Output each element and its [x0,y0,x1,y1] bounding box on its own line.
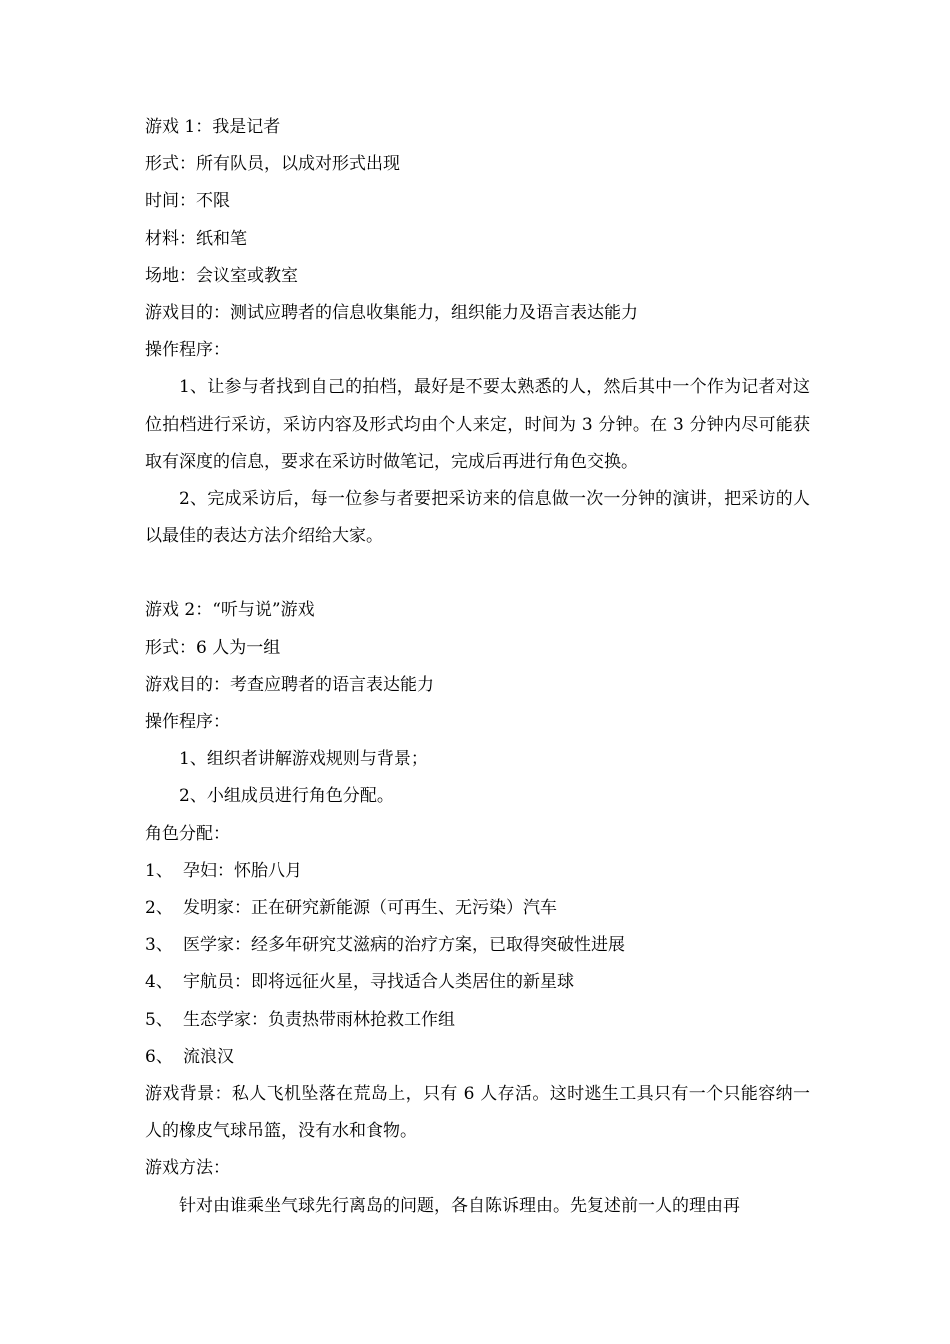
game2-background: 游戏背景：私人飞机坠落在荒岛上，只有 6 人存活。这时逃生工具只有一个只能容纳一人的橡皮气球吊篮，没有水和食物。 [145,1084,810,1142]
game2-title: 游戏 2：“听与说”游戏 [145,600,315,621]
game1-purpose: 游戏目的：测试应聘者的信息收集能力，组织能力及语言表达能力 [145,303,638,324]
role-text: 流浪汉 [183,1046,234,1067]
game2-method: 针对由谁乘坐气球先行离岛的问题，各自陈诉理由。先复述前一人的理由再 [179,1195,740,1216]
game1-step: 1、让参与者找到自己的拍档，最好是不要太熟悉的人，然后其中一个作为记者对这位拍档进行采访，采访内容及形式均由个人来定，时间为 3 分钟。在 3 分钟内尽可能获取有深度的信息，要求在采访时做笔记，完成后再进行角色交换。 [145,377,810,472]
role-text: 孕妇：怀胎八月 [183,860,302,881]
role-item [145,1002,810,1039]
role-text: 生态学家：负责热带雨林抢救工作组 [183,1009,455,1030]
game2-purpose: 游戏目的：考查应聘者的语言表达能力 [145,674,434,695]
role-number: 2、 [145,898,173,919]
role-text: 医学家：经多年研究艾滋病的治疗方案，已取得突破性进展 [183,935,625,956]
game2-step: 1、组织者讲解游戏规则与背景； [179,749,428,770]
game2-form: 形式：6 人为一组 [145,637,281,658]
document-page [145,109,810,1225]
game1-venue: 场地：会议室或教室 [145,265,298,286]
game2-step: 2、小组成员进行角色分配。 [179,786,394,807]
role-item [145,927,810,964]
role-text: 宇航员：即将远征火星，寻找适合人类居住的新星球 [183,972,574,993]
game1-procedure-label: 操作程序： [145,340,230,361]
game2-roles-label: 角色分配： [145,823,230,844]
role-number: 6、 [145,1046,173,1067]
role-item [145,890,810,927]
game2-procedure-label: 操作程序： [145,712,230,733]
role-number: 3、 [145,935,173,956]
role-item [145,853,810,890]
role-item [145,1039,810,1076]
role-text: 发明家：正在研究新能源（可再生、无污染）汽车 [183,898,557,919]
role-number: 4、 [145,972,173,993]
game1-materials: 材料：纸和笔 [145,228,247,249]
role-item [145,964,810,1001]
game1-time: 时间：不限 [145,191,230,212]
game1-title: 游戏 1：我是记者 [145,117,281,137]
game1-form: 形式：所有队员，以成对形式出现 [145,154,400,175]
game1-step: 2、完成采访后，每一位参与者要把采访来的信息做一次一分钟的演讲，把采访的人以最佳的表达方法介绍给大家。 [145,489,810,547]
role-number: 1、 [145,860,173,881]
role-number: 5、 [145,1009,173,1030]
section-gap [145,555,810,592]
game2-method-label: 游戏方法： [145,1158,230,1179]
